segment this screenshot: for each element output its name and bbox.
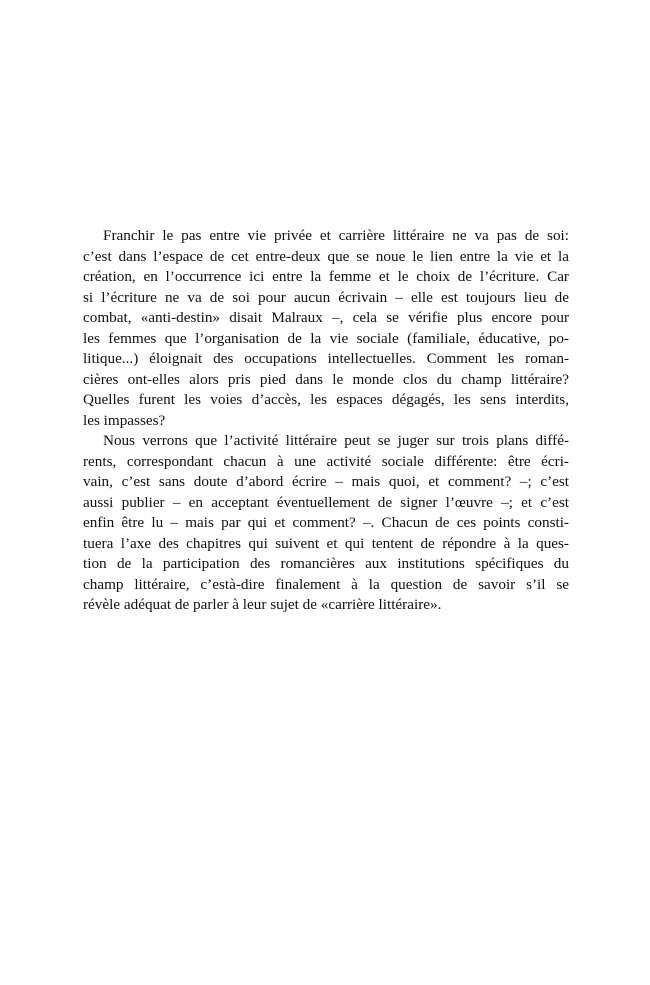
text-line: champ littéraire, c’està-dire finalement à la question de savoir s’il se [83, 575, 569, 593]
text-line: aussi publier – en acceptant éventuellement de signer l’œuvre –; et c’est [83, 493, 569, 511]
text-line: création, en l’occurrence ici entre la femme et le choix de l’écriture. Car [83, 268, 569, 285]
text-line: cières ont-elles alors pris pied dans le monde clos du champ littéraire? [83, 370, 569, 388]
text-line: rents, correspondant chacun à une activité sociale différente: être écri- [83, 452, 569, 470]
text-line: Nous verrons que l’activité littéraire peut se juger sur trois plans diffé- [103, 432, 569, 449]
paragraph-2 [83, 431, 569, 616]
text-line: Franchir le pas entre vie privée et carrière littéraire ne va pas de soi: [103, 227, 569, 244]
body-text [83, 226, 569, 616]
text-line: les femmes que l’organisation de la vie sociale (familiale, éducative, po- [83, 329, 569, 347]
text-line: c’est dans l’espace de cet entre-deux que se noue le lien entre la vie et la [83, 247, 569, 265]
text-line: tion de la participation des romancières aux institutions spécifiques du [83, 555, 569, 572]
text-line: tuera l’axe des chapitres qui suivent et qui tentent de répondre à la ques- [83, 534, 569, 552]
text-line: combat, «anti-destin» disait Malraux –, cela se vérifie plus encore pour [83, 309, 569, 326]
text-line: les impasses? [83, 411, 166, 429]
text-line: révèle adéquat de parler à leur sujet de «carrière littéraire». [83, 596, 442, 613]
text-line: enfin être lu – mais par qui et comment? –. Chacun de ces points consti- [83, 514, 569, 531]
text-line: Quelles furent les voies d’accès, les espaces dégagés, les sens interdits, [83, 391, 569, 408]
text-line: vain, c’est sans doute d’abord écrire – mais quoi, et comment? –; c’est [83, 473, 569, 490]
text-line: litique...) éloignait des occupations intellectuelles. Comment les roman- [83, 350, 569, 367]
text-line: si l’écriture ne va de soi pour aucun écrivain – elle est toujours lieu de [83, 288, 569, 306]
paragraph-1 [83, 226, 569, 431]
